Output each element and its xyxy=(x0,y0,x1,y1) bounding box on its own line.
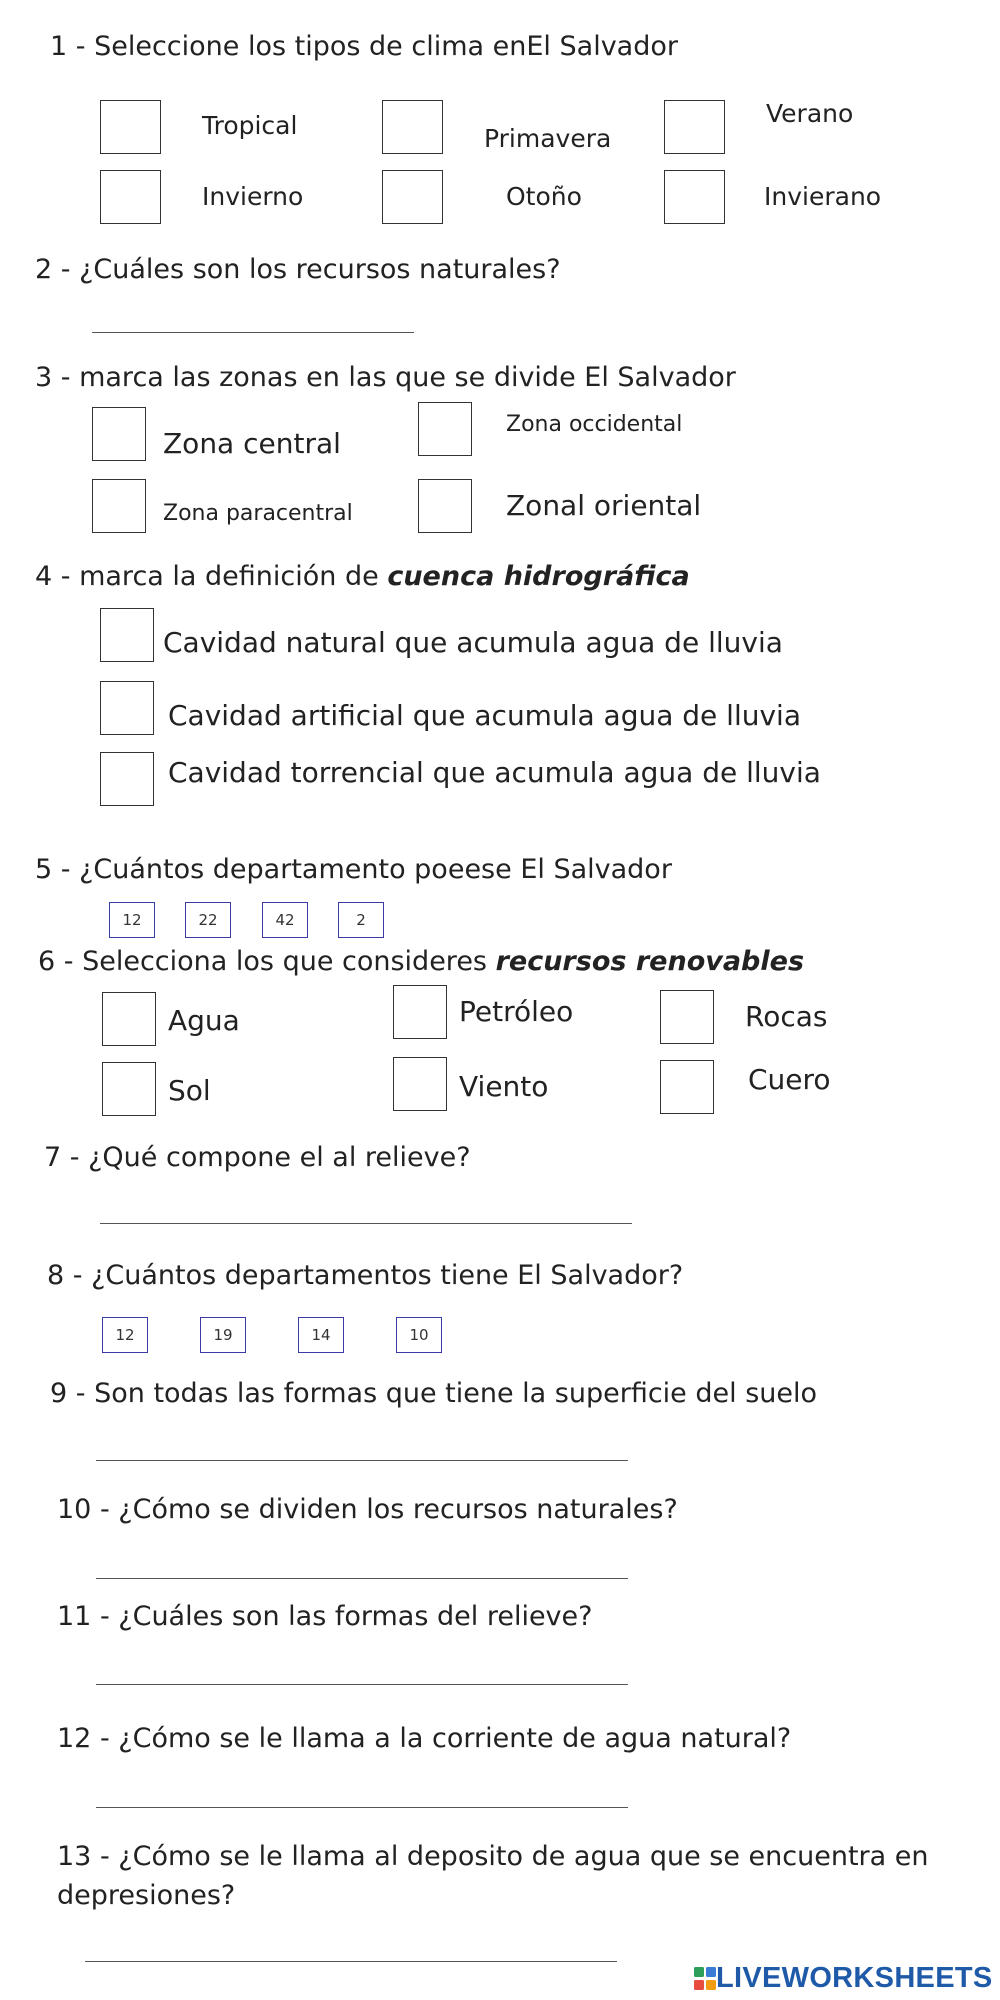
answer-line-q7[interactable] xyxy=(100,1223,632,1224)
question-3-text: 3 - marca las zonas en las que se divide El Salvador xyxy=(35,362,736,393)
option-label-tropical: Tropical xyxy=(202,111,298,140)
checkbox-petroleo[interactable] xyxy=(393,985,447,1039)
question-8-text: 8 - ¿Cuántos departamentos tiene El Salvador? xyxy=(47,1260,684,1291)
checkbox-rocas[interactable] xyxy=(660,990,714,1044)
option-label-zona-central: Zona central xyxy=(163,427,341,460)
checkbox-cavidad-torrencial[interactable] xyxy=(100,752,154,806)
checkbox-cuero[interactable] xyxy=(660,1060,714,1114)
checkbox-otono[interactable] xyxy=(382,170,443,224)
choice-42-q5[interactable]: 42 xyxy=(262,902,308,938)
checkbox-sol[interactable] xyxy=(102,1062,156,1116)
liveworksheets-logo xyxy=(694,1962,993,1995)
question-9-text: 9 - Son todas las formas que tiene la superficie del suelo xyxy=(50,1378,818,1409)
checkbox-agua[interactable] xyxy=(102,992,156,1046)
question-7-text: 7 - ¿Qué compone el al relieve? xyxy=(44,1142,471,1173)
checkbox-zona-occidental[interactable] xyxy=(418,402,472,456)
option-label-petroleo: Petróleo xyxy=(459,995,574,1028)
question-6-prefix: 6 - Selecciona los que consideres xyxy=(38,946,496,977)
choice-19-q8[interactable]: 19 xyxy=(200,1317,246,1353)
checkbox-zonal-oriental[interactable] xyxy=(418,479,472,533)
checkbox-cavidad-artificial[interactable] xyxy=(100,681,154,735)
answer-line-q2[interactable] xyxy=(92,332,414,333)
question-2-text: 2 - ¿Cuáles son los recursos naturales? xyxy=(35,254,561,285)
answer-line-q13[interactable] xyxy=(85,1961,617,1962)
option-label-primavera: Primavera xyxy=(484,124,612,153)
answer-line-q9[interactable] xyxy=(96,1460,628,1461)
option-label-sol: Sol xyxy=(168,1074,211,1107)
choice-12-q5[interactable]: 12 xyxy=(109,902,155,938)
checkbox-zona-paracentral[interactable] xyxy=(92,479,146,533)
option-label-zonal-oriental: Zonal oriental xyxy=(506,489,702,522)
answer-line-q10[interactable] xyxy=(96,1578,628,1579)
checkbox-cavidad-natural[interactable] xyxy=(100,608,154,662)
question-4-emphasis: cuenca hidrográfica xyxy=(387,561,690,592)
choice-10-q8[interactable]: 10 xyxy=(396,1317,442,1353)
option-label-agua: Agua xyxy=(168,1004,240,1037)
option-label-rocas: Rocas xyxy=(745,1000,828,1033)
question-4-text xyxy=(35,561,690,593)
question-12-text: 12 - ¿Cómo se le llama a la corriente de agua natural? xyxy=(57,1723,792,1754)
answer-line-q12[interactable] xyxy=(96,1807,628,1808)
option-label-cavidad-natural: Cavidad natural que acumula agua de lluvia xyxy=(163,626,783,659)
option-label-cavidad-artificial: Cavidad artificial que acumula agua de lluvia xyxy=(168,699,801,732)
question-5-text: 5 - ¿Cuántos departamento poeese El Salvador xyxy=(35,854,672,885)
checkbox-viento[interactable] xyxy=(393,1057,447,1111)
checkbox-primavera[interactable] xyxy=(382,100,443,154)
option-label-viento: Viento xyxy=(459,1070,549,1103)
question-6-emphasis: recursos renovables xyxy=(495,946,805,977)
question-6-text xyxy=(38,946,804,978)
question-13-line-1: 13 - ¿Cómo se le llama al deposito de agua que se encuentra en xyxy=(57,1841,929,1872)
question-1-text: 1 - Seleccione los tipos de clima enEl Salvador xyxy=(50,31,678,62)
question-13-line-2: depresiones? xyxy=(57,1880,236,1911)
choice-22-q5[interactable]: 22 xyxy=(185,902,231,938)
option-label-otono: Otoño xyxy=(506,182,582,211)
choice-14-q8[interactable]: 14 xyxy=(298,1317,344,1353)
answer-line-q11[interactable] xyxy=(96,1684,628,1685)
choice-2-q5[interactable]: 2 xyxy=(338,902,384,938)
question-11-text: 11 - ¿Cuáles son las formas del relieve? xyxy=(57,1601,593,1632)
option-label-verano: Verano xyxy=(766,99,854,128)
checkbox-invierano[interactable] xyxy=(664,170,725,224)
option-label-zona-occidental: Zona occidental xyxy=(506,412,683,437)
option-label-zona-paracentral: Zona paracentral xyxy=(163,501,353,526)
logo-text: LIVEWORKSHEETS xyxy=(716,1962,993,1994)
checkbox-zona-central[interactable] xyxy=(92,407,146,461)
checkbox-invierno[interactable] xyxy=(100,170,161,224)
option-label-cuero: Cuero xyxy=(748,1063,831,1096)
choice-12-q8[interactable]: 12 xyxy=(102,1317,148,1353)
checkbox-verano[interactable] xyxy=(664,100,725,154)
option-label-cavidad-torrencial: Cavidad torrencial que acumula agua de lluvia xyxy=(168,756,821,789)
question-10-text: 10 - ¿Cómo se dividen los recursos naturales? xyxy=(57,1494,678,1525)
option-label-invierno: Invierno xyxy=(202,182,304,211)
logo-badge-icon xyxy=(694,1967,716,1991)
option-label-invierano: Invierano xyxy=(764,182,882,211)
question-4-prefix: 4 - marca la definición de xyxy=(35,561,388,592)
checkbox-tropical[interactable] xyxy=(100,100,161,154)
